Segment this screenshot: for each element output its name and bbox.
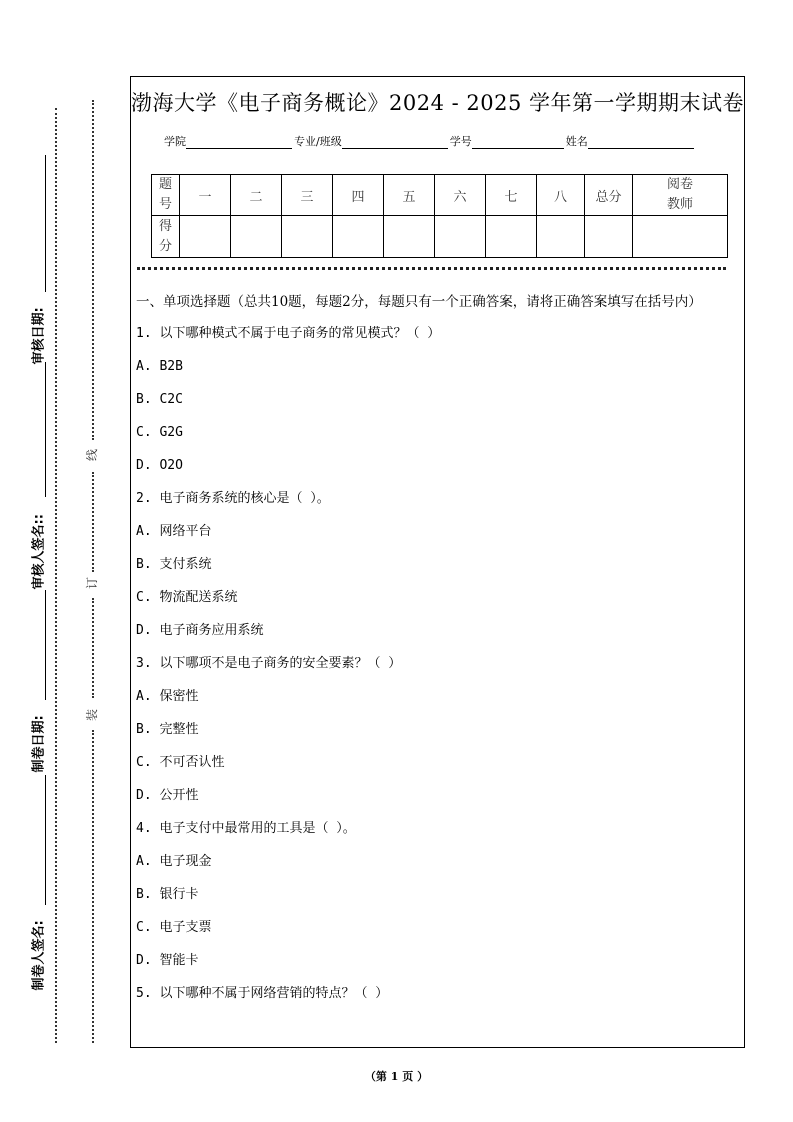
score-cell-total[interactable] [585, 216, 633, 258]
student-info-row [164, 133, 696, 149]
option: C. G2G [136, 425, 183, 440]
option: D. O2O [136, 458, 183, 473]
col-1: 一 [180, 175, 231, 216]
score-cell-1[interactable] [180, 216, 231, 258]
option: B. 银行卡 [136, 887, 199, 902]
name-label: 姓名 [565, 135, 588, 148]
reviewer-signature-line-a [45, 362, 46, 497]
score-row [152, 216, 728, 258]
major-class-label: 专业/班级 [294, 135, 342, 148]
college-field[interactable] [186, 136, 292, 149]
student-id-field[interactable] [472, 136, 564, 149]
question-stem: 5. 以下哪种不属于网络营销的特点？（ ） [136, 986, 389, 1001]
option: D. 智能卡 [136, 953, 199, 968]
paper-date-label: 制卷日期: [31, 715, 47, 773]
inner-dotted-line [55, 108, 57, 1043]
option: C. 物流配送系统 [136, 590, 238, 605]
score-table [151, 174, 728, 258]
score-header: 得 分 [152, 216, 180, 258]
binding-char-staple: 订 [85, 576, 100, 590]
option: B. 完整性 [136, 722, 199, 737]
score-cell-7[interactable] [486, 216, 537, 258]
col-6: 六 [435, 175, 486, 216]
score-cell-grader[interactable] [633, 216, 728, 258]
name-field[interactable] [588, 136, 694, 149]
option: D. 公开性 [136, 788, 199, 803]
paper-maker-line [45, 775, 46, 905]
major-class-field[interactable] [342, 136, 448, 149]
binding-char-line: 线 [85, 448, 100, 462]
option: A. 保密性 [136, 689, 199, 704]
question-stem: 2. 电子商务系统的核心是（ ）。 [136, 491, 330, 506]
option: B. 支付系统 [136, 557, 212, 572]
option: B. C2C [136, 392, 183, 407]
reviewer-signature-label: 审核人签名:: [31, 514, 47, 590]
grader-header: 阅卷 教师 [633, 175, 728, 216]
option: A. B2B [136, 359, 183, 374]
option: A. 网络平台 [136, 524, 212, 539]
col-7: 七 [486, 175, 537, 216]
option: C. 电子支票 [136, 920, 212, 935]
score-cell-8[interactable] [537, 216, 585, 258]
score-cell-4[interactable] [333, 216, 384, 258]
question-number-row [152, 175, 728, 216]
question-number-header: 题 号 [152, 175, 180, 216]
section-heading: 一、单项选择题（总共10题，每题2分，每题只有一个正确答案，请将正确答案填写在括号内） [136, 294, 702, 310]
score-cell-2[interactable] [231, 216, 282, 258]
review-date-line [45, 155, 46, 292]
binding-char-bind: 装 [85, 708, 100, 722]
question-stem: 4. 电子支付中最常用的工具是（ ）。 [136, 821, 356, 836]
question-stem: 3. 以下哪项不是电子商务的安全要素？（ ） [136, 656, 402, 671]
question-stem: 1. 以下哪种模式不属于电子商务的常见模式？（ ） [136, 326, 441, 341]
col-5: 五 [384, 175, 435, 216]
exam-page-frame [130, 76, 745, 1048]
col-3: 三 [282, 175, 333, 216]
exam-title: 渤海大学《电子商务概论》2024 - 2025 学年第一学期期末试卷 [131, 91, 745, 115]
outer-dotted-line-bottom [92, 730, 94, 1043]
outer-dotted-line-top [92, 100, 94, 440]
dotted-separator [137, 267, 726, 270]
outer-dotted-line-mid [92, 472, 94, 572]
option: C. 不可否认性 [136, 755, 225, 770]
score-cell-5[interactable] [384, 216, 435, 258]
reviewer-signature-line-b [45, 590, 46, 700]
student-id-label: 学号 [449, 135, 472, 148]
col-8: 八 [537, 175, 585, 216]
review-date-label: 审核日期: [31, 307, 47, 365]
outer-dotted-line-mid2 [92, 598, 94, 698]
option: A. 电子现金 [136, 854, 212, 869]
col-2: 二 [231, 175, 282, 216]
page-number: （第 1 页 ） [364, 1070, 429, 1083]
paper-maker-signature-label: 制卷人签名: [31, 920, 47, 991]
option: D. 电子商务应用系统 [136, 623, 264, 638]
exam-content [136, 291, 741, 1016]
college-label: 学院 [164, 135, 186, 148]
col-total: 总分 [585, 175, 633, 216]
score-cell-6[interactable] [435, 216, 486, 258]
score-cell-3[interactable] [282, 216, 333, 258]
col-4: 四 [333, 175, 384, 216]
